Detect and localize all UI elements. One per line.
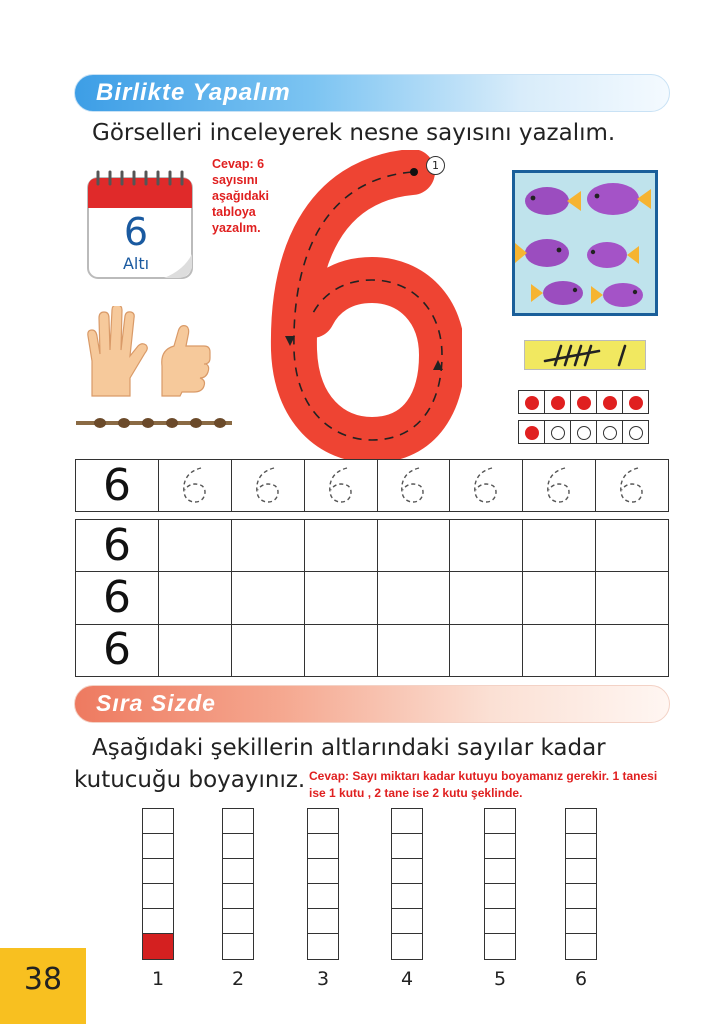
write-cell[interactable] (450, 572, 523, 624)
model-digit-cell: 6 (76, 460, 159, 512)
trace-cell[interactable] (523, 460, 596, 512)
write-cell[interactable] (231, 572, 304, 624)
writing-row (76, 624, 669, 676)
write-cell[interactable] (159, 520, 232, 572)
answer-note: Cevap: 6 sayısını aşağıdaki tabloya yazalım. (212, 157, 269, 235)
dashed-six-icon (466, 462, 506, 506)
color-box[interactable] (391, 883, 423, 910)
answer-note: Cevap: Sayı miktarı kadar kutuyu boyamanız gerekir. 1 tanesi ise 1 kutu , 2 tane ise 2 kutu şeklinde. (309, 769, 658, 800)
stroke-start-marker: 1 (426, 156, 445, 175)
color-box[interactable] (565, 933, 597, 960)
ten-frame-row (519, 391, 649, 414)
knotted-rope (74, 414, 234, 432)
color-box[interactable] (222, 833, 254, 860)
page-number-tab (0, 948, 86, 1024)
color-box[interactable] (565, 883, 597, 910)
model-digit-cell: 6 (76, 572, 159, 624)
write-cell[interactable] (159, 624, 232, 676)
color-box[interactable] (142, 933, 174, 960)
color-box[interactable] (565, 808, 597, 835)
writing-grid (75, 519, 669, 677)
fish-image (512, 170, 658, 316)
write-cell[interactable] (231, 624, 304, 676)
ten-frame (518, 390, 649, 414)
write-cell[interactable] (523, 520, 596, 572)
fish-icon (515, 183, 651, 307)
writing-row (76, 520, 669, 572)
dashed-six-icon (175, 462, 215, 506)
box-column-2 (222, 808, 254, 960)
filled-dot (577, 396, 591, 410)
empty-dot (629, 426, 643, 440)
hands-illustration (82, 306, 216, 398)
color-box[interactable] (142, 883, 174, 910)
color-box[interactable] (222, 808, 254, 835)
color-box[interactable] (307, 933, 339, 960)
box-column-1 (142, 808, 174, 960)
color-box[interactable] (484, 933, 516, 960)
write-cell[interactable] (377, 572, 450, 624)
dashed-six-icon (393, 462, 433, 506)
column-number-label: 3 (316, 968, 330, 990)
color-box[interactable] (307, 808, 339, 835)
empty-dot (551, 426, 565, 440)
color-box[interactable] (222, 858, 254, 885)
model-digit-cell: 6 (76, 624, 159, 676)
writing-row (76, 572, 669, 624)
hand-icon (82, 306, 216, 398)
color-box[interactable] (142, 858, 174, 885)
column-number-label: 4 (400, 968, 414, 990)
filled-dot (603, 396, 617, 410)
write-cell[interactable] (231, 520, 304, 572)
color-box[interactable] (222, 883, 254, 910)
instruction-text: Aşağıdaki şekillerin altlarındaki sayılar kadar (92, 735, 606, 761)
color-box[interactable] (484, 883, 516, 910)
tally-marks (524, 340, 646, 370)
trace-cell[interactable] (159, 460, 232, 512)
color-box[interactable] (307, 883, 339, 910)
box-column-4 (391, 808, 423, 960)
color-box[interactable] (391, 908, 423, 935)
filled-dot (629, 396, 643, 410)
color-box[interactable] (391, 833, 423, 860)
banner-title: Sıra Sizde (96, 690, 216, 716)
color-box[interactable] (484, 833, 516, 860)
write-cell[interactable] (523, 624, 596, 676)
color-box[interactable] (307, 858, 339, 885)
dashed-six-icon (539, 462, 579, 506)
write-cell[interactable] (596, 520, 669, 572)
write-cell[interactable] (377, 624, 450, 676)
color-box[interactable] (484, 858, 516, 885)
dashed-six-icon (321, 462, 361, 506)
color-box[interactable] (391, 858, 423, 885)
write-cell[interactable] (596, 624, 669, 676)
trace-cell[interactable] (377, 460, 450, 512)
column-number-label: 2 (231, 968, 245, 990)
filled-dot (525, 426, 539, 440)
empty-dot (577, 426, 591, 440)
calendar-word: Altı (122, 254, 150, 273)
column-number-label: 6 (574, 968, 588, 990)
column-number-label: 1 (151, 968, 165, 990)
box-column-3 (307, 808, 339, 960)
ten-frame-row (519, 421, 649, 444)
write-cell[interactable] (304, 520, 377, 572)
instruction-text: kutucuğu boyayınız. (74, 767, 306, 793)
color-box[interactable] (307, 833, 339, 860)
empty-dot (603, 426, 617, 440)
big-numeral-six (262, 150, 462, 460)
trace-cell[interactable] (596, 460, 669, 512)
color-box[interactable] (222, 933, 254, 960)
write-cell[interactable] (450, 520, 523, 572)
trace-cell[interactable] (231, 460, 304, 512)
column-number-label: 5 (493, 968, 507, 990)
filled-dot (551, 396, 565, 410)
color-box[interactable] (484, 908, 516, 935)
tracing-row (75, 459, 669, 512)
write-cell[interactable] (159, 572, 232, 624)
color-box[interactable] (391, 808, 423, 835)
trace-cell[interactable] (450, 460, 523, 512)
color-box[interactable] (391, 933, 423, 960)
color-box[interactable] (484, 808, 516, 835)
instruction-text: Görselleri inceleyerek nesne sayısını yazalım. (92, 120, 616, 146)
calendar-number: 6 (123, 210, 149, 254)
color-box[interactable] (142, 908, 174, 935)
write-cell[interactable] (377, 520, 450, 572)
box-column-5 (484, 808, 516, 960)
banner-title: Birlikte Yapalım (96, 79, 291, 106)
color-box[interactable] (222, 908, 254, 935)
write-cell[interactable] (523, 572, 596, 624)
write-cell[interactable] (304, 572, 377, 624)
color-box[interactable] (307, 908, 339, 935)
page-number: 38 (23, 962, 63, 997)
color-box[interactable] (142, 808, 174, 835)
calendar-illustration (84, 170, 196, 282)
ten-frame (518, 420, 649, 444)
box-column-6 (565, 808, 597, 960)
color-box[interactable] (565, 833, 597, 860)
color-box[interactable] (565, 858, 597, 885)
dashed-six-icon (248, 462, 288, 506)
model-digit-cell: 6 (76, 520, 159, 572)
dashed-six-icon (612, 462, 652, 506)
filled-dot (525, 396, 539, 410)
color-box[interactable] (142, 833, 174, 860)
write-cell[interactable] (304, 624, 377, 676)
write-cell[interactable] (596, 572, 669, 624)
write-cell[interactable] (450, 624, 523, 676)
color-box[interactable] (565, 908, 597, 935)
trace-cell[interactable] (304, 460, 377, 512)
